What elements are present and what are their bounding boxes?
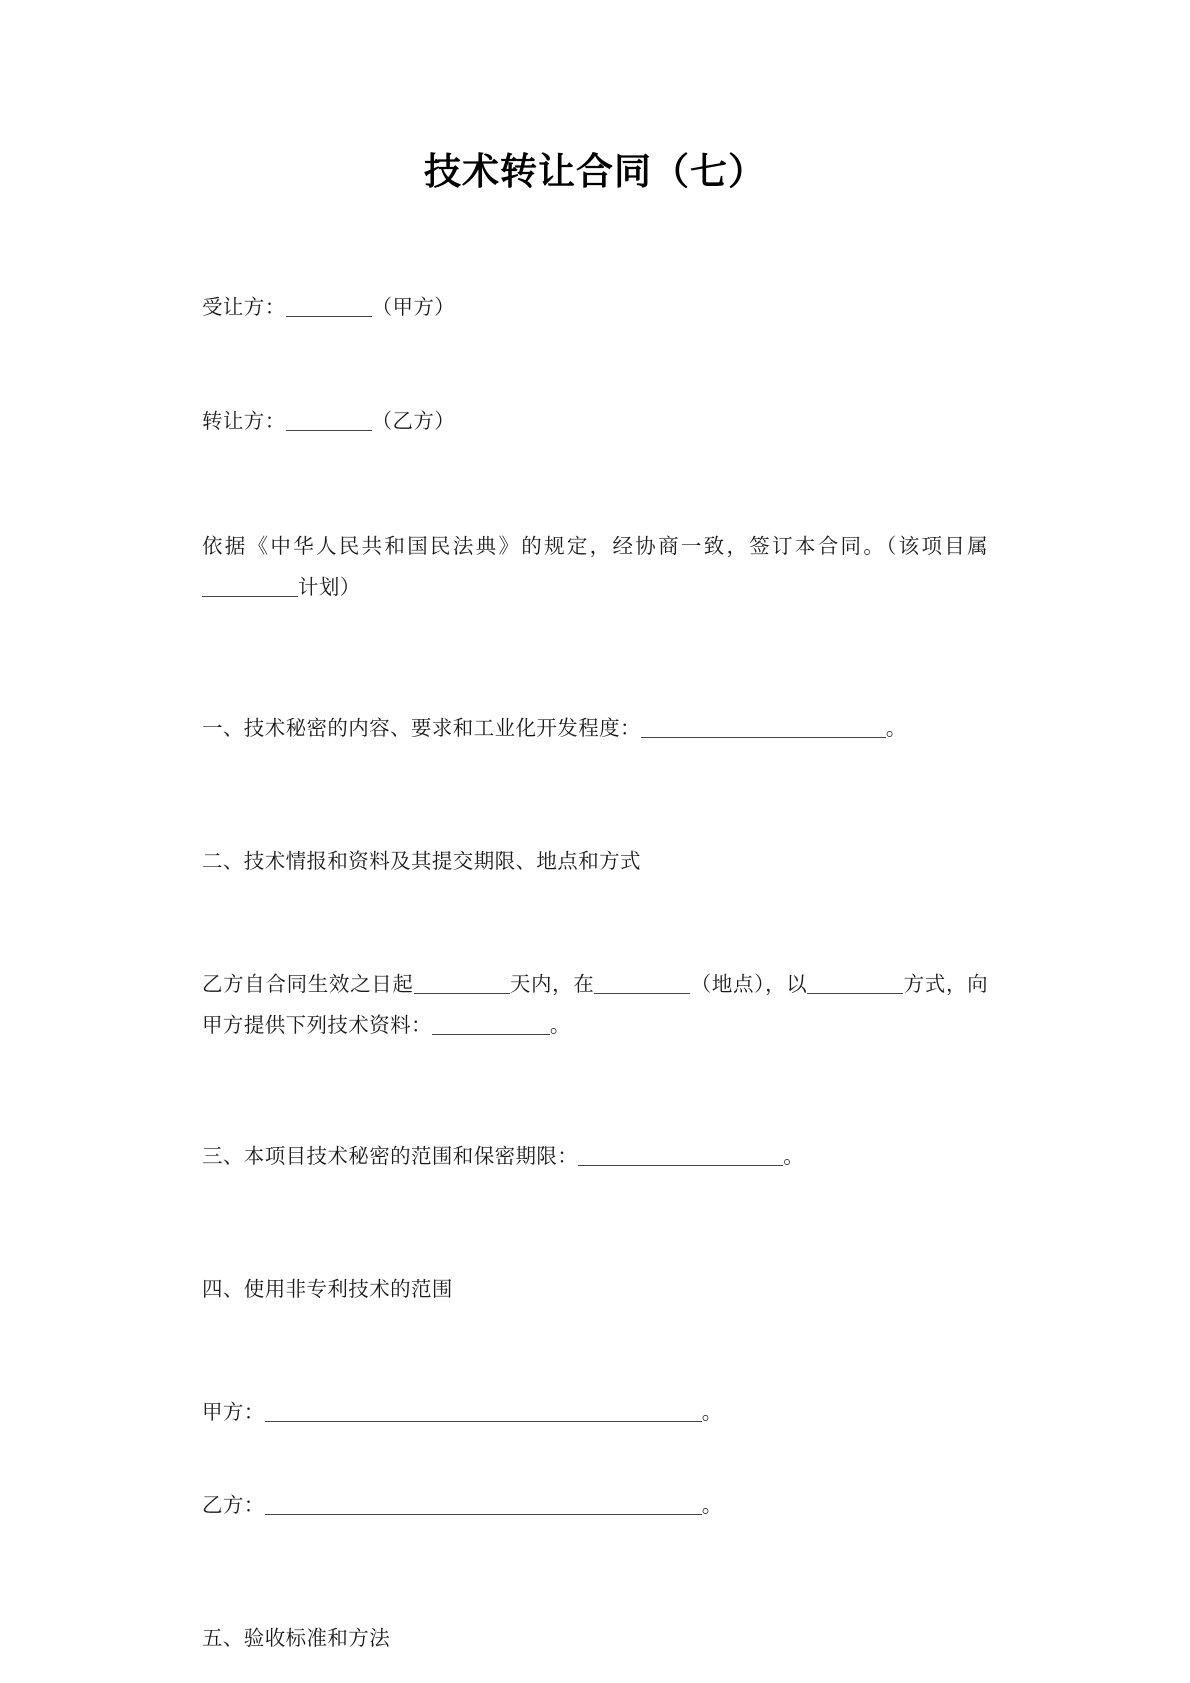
section-2-heading: 二、技术情报和资料及其提交期限、地点和方式 [202,851,641,874]
section-4-party-a [202,1393,988,1434]
party-line-transferor [202,402,988,443]
section-2-method-blank[interactable] [807,976,903,994]
section-2-body [202,965,988,1047]
section-2-days-blank[interactable] [414,976,510,994]
party-transferor-blank[interactable] [286,413,372,431]
party-transferee-label: 受让方： [202,297,286,320]
section-3-blank[interactable] [578,1148,783,1166]
section-4-heading: 四、使用非专利技术的范围 [202,1279,453,1302]
section-2-place-blank[interactable] [594,976,690,994]
section-3-heading [202,1137,988,1178]
preamble-text-end: 计划） [298,577,361,600]
section-2-materials-blank[interactable] [432,1017,550,1035]
section-1-heading [202,709,988,750]
section-2-text-2: 天内，在 [509,974,595,997]
section-2-text-4: 方式，向甲方 [202,974,988,1038]
section-5-heading: 五、验收标准和方法 [202,1628,391,1651]
section-3-period: 。 [783,1146,805,1169]
section-2-text-3: （地点），以 [690,974,808,997]
section-2-period: 。 [549,1015,571,1038]
section-4-party-b-label: 乙方： [202,1495,265,1518]
party-transferor-role: （乙方） [371,411,456,434]
section-4-party-a-label: 甲方： [202,1402,265,1425]
preamble-plan-blank[interactable] [202,579,298,597]
page-title: 技术转让合同（七） [424,150,766,193]
section-4-party-a-period: 。 [701,1402,723,1425]
section-3-label: 三、本项目技术秘密的范围和保密期限： [202,1146,579,1169]
section-1-blank[interactable] [641,720,886,738]
section-4-party-b-blank[interactable] [265,1497,702,1515]
section-2-text-1: 乙方自合同生效之日起 [202,974,414,997]
section-1-label: 一、技术秘密的内容、要求和工业化开发程度： [202,718,641,741]
section-2-text-5: 提供下列技术资料： [243,1015,432,1038]
preamble-paragraph [202,527,988,609]
document-body [202,288,988,1660]
section-4-party-b [202,1486,988,1527]
party-transferee-blank[interactable] [286,299,372,317]
section-4-party-a-blank[interactable] [265,1404,702,1422]
section-4-party-b-period: 。 [701,1495,723,1518]
party-transferee-role: （甲方） [371,297,456,320]
section-1-period: 。 [885,718,907,741]
preamble-text: 依据《中华人民共和国民法典》的规定，经协商一致，签订本合同。（该项目属 [202,536,988,559]
party-line-transferee [202,288,988,329]
party-transferor-label: 转让方： [202,411,286,434]
